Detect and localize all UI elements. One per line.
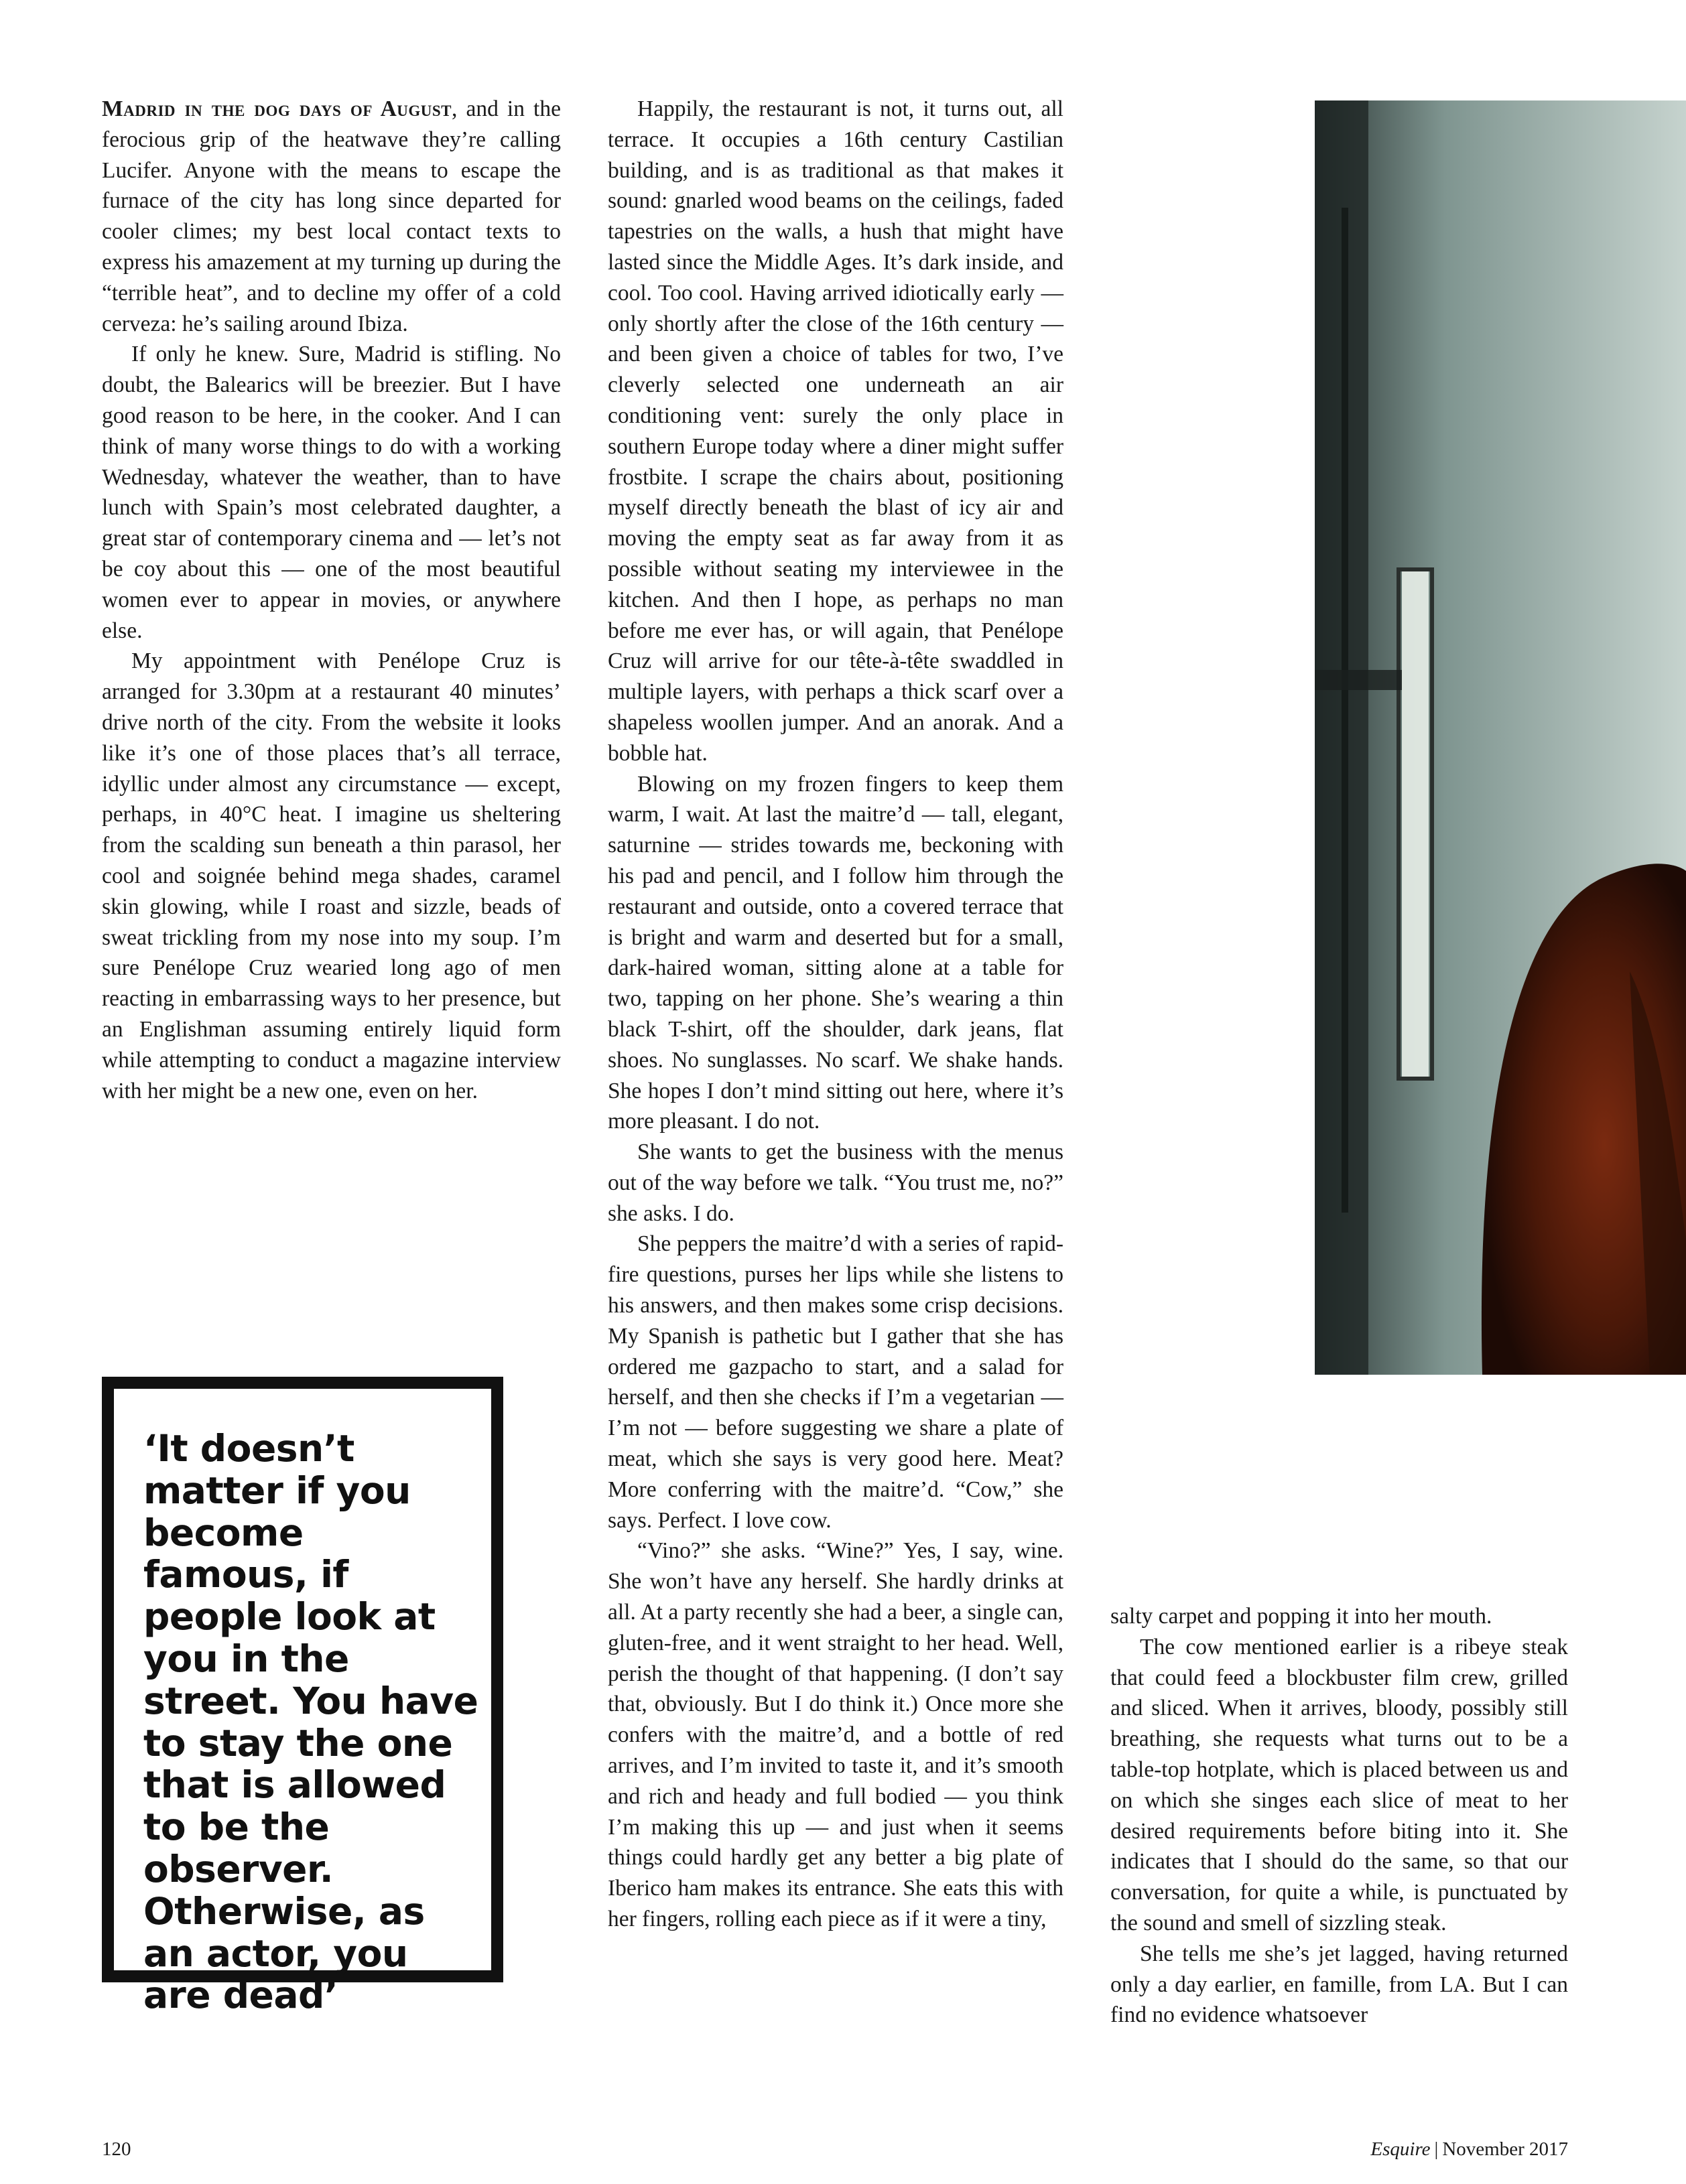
body-paragraph: Blowing on my frozen fingers to keep them warm, I wait. At last the maitre’d — tall, elegant, saturnine — strides towards me, beckoning with his pad and pencil, and I follow him through the restaurant and outside, onto a covered terrace that is bright and warm and deserted but for a small, dark-haired woman, sitting alone at a table for two, tapping on her phone. She’s wearing a thin black T-shirt, off the shoulder, dark jeans, flat shoes. No sunglasses. No scarf. We shake hands. She hopes I don’t mind sitting out here, where it’s more pleasant. I do not. [608,771,1063,1134]
page-number: 120 [102,2138,131,2160]
body-paragraph: She tells me she’s jet lagged, having returned only a day earlier, en famille, from LA. But I can find no evidence whatsoever [1110,1941,1568,2028]
body-paragraph: The cow mentioned earlier is a ribeye steak that could feed a blockbuster film crew, grilled and sliced. When it arrives, bloody, possibly still breathing, she requests what turns out to be a table-top hotplate, which is placed between us and on which she singes each slice of meat to her desired requirements before biting into it. She indicates that I should do the same, so that our conversation, for quite a while, is punctuated by the sound and smell of sizzling steak. [1110,1634,1568,1935]
body-paragraph: If only he knew. Sure, Madrid is stifling. No doubt, the Balearics will be breezier. But I have good reason to be here, in the cooker. And I can think of many worse things to do with a working Wednesday, whatever the weather, than to have lunch with Spain’s most celebrated daughter, a great star of contemporary cinema and — let’s not be coy about this — one of the most beautiful women ever to appear in movies, or anywhere else. [102,342,561,643]
photo-illustration [1315,100,1686,1375]
opening-paragraph [102,94,561,339]
pull-quote-text: ‘It doesn’t matter if you become famous, if people look at you in the street. You have to stay the one that is allowed to be the observer. Otherwise, as an actor, you are dead’ [143,1427,478,2017]
body-paragraph: She wants to get the business with the menus out of the way before we talk. “You trust me, no?” she asks. I do. [608,1140,1063,1226]
footer-separator: | [1434,2138,1439,2160]
running-footer [1370,2138,1568,2161]
lead-in: Madrid in the dog days of August [102,96,452,121]
body-paragraph: Happily, the restaurant is not, it turns out, all terrace. It occupies a 16th century Castilian building, and is as traditional as that makes it sound: gnarled wood beams on the ceilings, faded tapestries on the walls, a hush that might have lasted since the Middle Ages. It’s dark inside, and cool. Too cool. Having arrived idiotically early — only shortly after the close of the 16th century — and been given a choice of tables for two, I’ve cleverly selected one underneath an air conditioning vent: surely the only place in southern Europe today where a diner might suffer frostbite. I scrape the chairs about, positioning myself directly beneath the blast of icy air and moving the empty seat as far away from it as possible without seating my interviewee in the kitchen. And then I hope, as perhaps no man before me ever has, or will again, that Penélope Cruz will arrive for our tête-à-tête swaddled in multiple layers, with perhaps a thick scarf over a shapeless woollen jumper. And an anorak. And a bobble hat. [608,96,1063,766]
opening-paragraph-text: , and in the ferocious grip of the heatwave they’re calling Lucifer. Anyone with the means to escape the furnace of the city has long since departed for cooler climes; my best local contact texts to express his amazement at my turning up during the “terrible heat”, and to decline my offer of a cold cerveza: he’s sailing around Ibiza. [102,96,561,336]
pull-quote-box [102,1377,503,2017]
article-column-1 [102,94,561,1106]
article-photo [1315,100,1686,1375]
article-column-3 [1110,1601,1568,2031]
body-paragraph: salty carpet and popping it into her mouth. [1110,1604,1492,1629]
body-paragraph: “Vino?” she asks. “Wine?” Yes, I say, wine. She won’t have any herself. She hardly drinks at all. At a party recently she had a beer, a single can, gluten-free, and it went straight to her head. Well, perish the thought of that happening. (I don’t say that, obviously. But I do think it.) Once more she confers with the maitre’d, and a bottle of red arrives, and I’m invited to taste it, and it’s smooth and rich and heady and full bodied — you think I’m making this up — and just when it seems things could hardly get any better a big plate of Iberico ham makes its entrance. She eats this with her fingers, rolling each piece as if it were a tiny, [608,1538,1063,1932]
body-paragraph: She peppers the maitre’d with a series of rapid-fire questions, purses her lips while she listens to his answers, and then makes some crisp decisions. My Spanish is pathetic but I gather that she has ordered me gazpacho to start, and a salad for herself, and then she checks if I’m a vegetarian — I’m not — before suggesting we share a plate of meat, which she says is very good here. Meat? More conferring with the maitre’d. “Cow,” she says. Perfect. I love cow. [608,1231,1063,1533]
body-paragraph: My appointment with Penélope Cruz is arranged for 3.30pm at a restaurant 40 minutes’ drive north of the city. From the website it looks like it’s one of those places that’s all terrace, idyllic under almost any circumstance — except, perhaps, in 40°C heat. I imagine us sheltering from the scalding sun beneath a thin parasol, her cool and soignée behind mega shades, caramel skin glowing, while I roast and sizzle, beads of sweat trickling from my nose into my soup. I’m sure Penélope Cruz wearied long ago of men reacting in embarrassing ways to her presence, but an Englishman assuming entirely liquid form while attempting to conduct a magazine interview with her might be a new one, even on her. [102,649,561,1103]
issue-date: November 2017 [1442,2138,1568,2160]
article-column-2 [608,94,1063,1935]
magazine-name: Esquire [1370,2138,1431,2160]
